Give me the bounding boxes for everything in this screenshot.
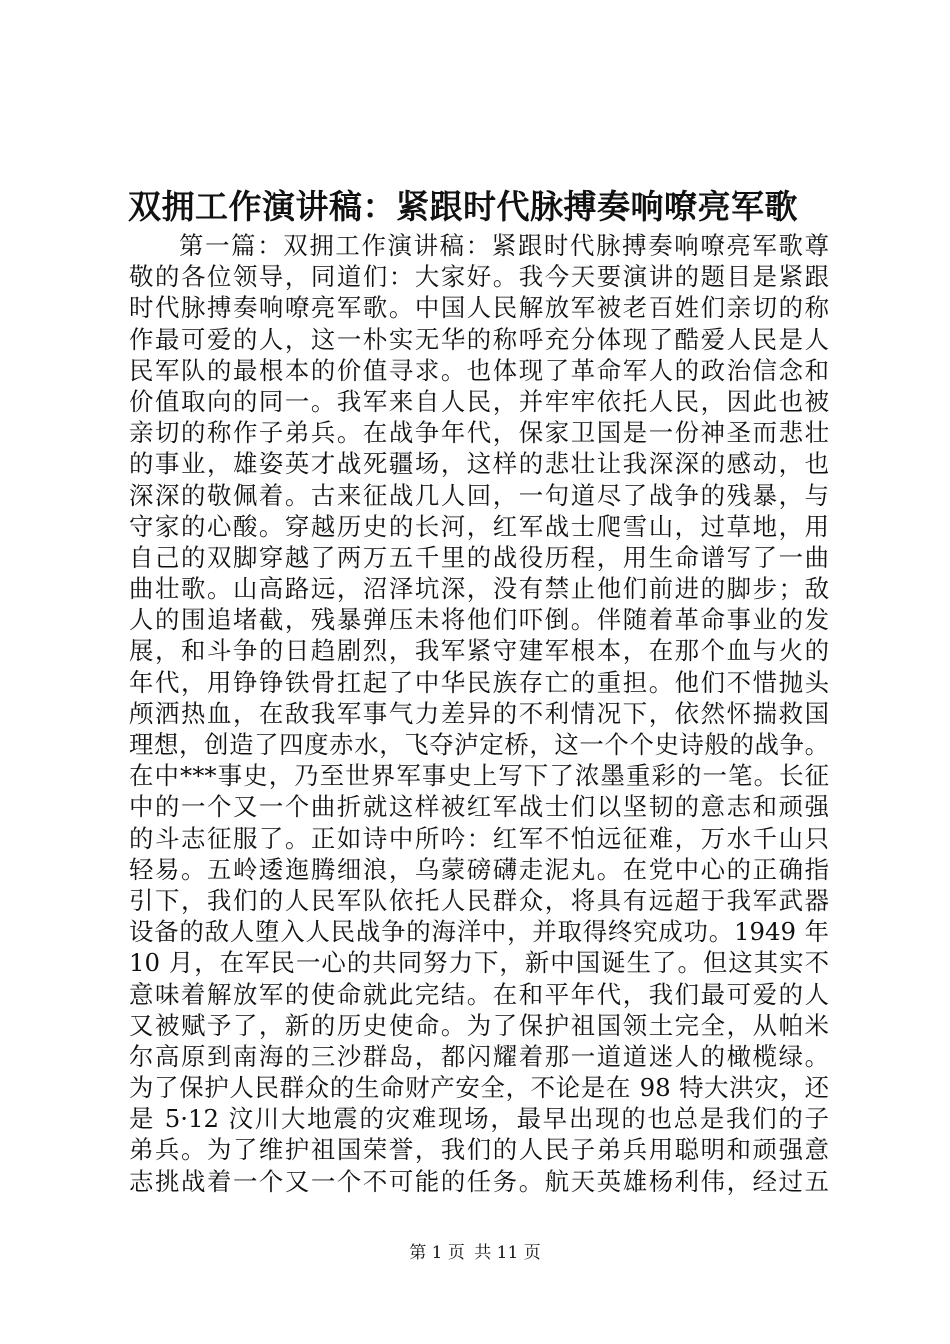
page-number: 第 1 页 [409,1243,465,1263]
body-line: 展，和斗争的日趋剧烈，我军紧守建军根本，在那个血与火的 [129,636,829,666]
body-line: 志挑战着一个又一个不可能的任务。航天英雄杨利伟，经过五 [129,1166,829,1196]
body-line: 自己的双脚穿越了两万五千里的战役历程，用生命谱写了一曲 [129,542,829,572]
body-line: 亲切的称作子弟兵。在战争年代，保家卫国是一份神圣而悲壮 [129,418,829,448]
body-line: 作最可爱的人，这一朴实无华的称呼充分体现了酷爱人民是人 [129,324,829,354]
body-line: 时代脉搏奏响嘹亮军歌。中国人民解放军被老百姓们亲切的称 [129,293,829,323]
body-line: 颅洒热血，在敌我军事气力差异的不利情况下，依然怀揣救国 [129,698,829,728]
body-line: 弟兵。为了维护祖国荣誉，我们的人民子弟兵用聪明和顽强意 [129,1135,829,1165]
body-line: 价值取向的同一。我军来自人民，并牢牢依托人民，因此也被 [129,386,829,416]
body-line: 敬的各位领导，同道们：大家好。我今天要演讲的题目是紧跟 [129,262,829,292]
body-line: 意味着解放军的使命就此完结。在和平年代，我们最可爱的人 [129,979,829,1009]
body-line: 引下，我们的人民军队依托人民群众，将具有远超于我军武器 [129,885,829,915]
body-line: 第一篇：双拥工作演讲稿：紧跟时代脉搏奏响嘹亮军歌尊 [179,231,829,260]
body-line: 的斗志征服了。正如诗中所吟：红军不怕远征难，万水千山只 [129,823,829,853]
body-line: 曲壮歌。山高路远，沼泽坑深，没有禁止他们前进的脚步；敌 [129,574,829,604]
body-line: 又被赋予了，新的历史使命。为了保护祖国领土完全，从帕米 [129,1010,829,1040]
body-line: 设备的敌人堕入人民战争的海洋中，并取得终究成功。1949 年 [129,917,829,947]
body-line: 守家的心酸。穿越历史的长河，红军战士爬雪山，过草地，用 [129,511,829,541]
body-line: 10 月，在军民一心的共同努力下，新中国诞生了。但这其实不 [129,948,829,978]
page-total: 共 11 页 [474,1243,541,1263]
page-footer [0,1240,950,1266]
body-line: 在中***事史，乃至世界军事史上写下了浓墨重彩的一笔。长征 [129,761,829,791]
body-line: 深深的敬佩着。古来征战几人回，一句道尽了战争的残暴，与 [129,480,829,510]
body-line: 人的围追堵截，残暴弹压未将他们吓倒。伴随着革命事业的发 [129,605,829,635]
document-body [129,230,829,1197]
body-line: 是 5·12 汶川大地震的灾难现场，最早出现的也总是我们的子 [129,1104,829,1134]
body-line: 为了保护人民群众的生命财产安全，不论是在 98 特大洪灾，还 [129,1073,829,1103]
body-line: 中的一个又一个曲折就这样被红军战士们以坚韧的意志和顽强 [129,792,829,822]
body-line: 理想，创造了四度赤水，飞夺泸定桥，这一个个史诗般的战争。 [129,730,829,759]
body-line: 的事业，雄姿英才战死疆场，这样的悲壮让我深深的感动，也 [129,449,829,479]
body-line: 轻易。五岭逶迤腾细浪，乌蒙磅礴走泥丸。在党中心的正确指 [129,854,829,884]
body-line: 尔高原到南海的三沙群岛，都闪耀着那一道道迷人的橄榄绿。 [129,1041,829,1071]
body-line: 年代，用铮铮铁骨扛起了中华民族存亡的重担。他们不惜抛头 [129,667,829,697]
body-line: 民军队的最根本的价值寻求。也体现了革命军人的政治信念和 [129,355,829,385]
document-title: 双拥工作演讲稿：紧跟时代脉搏奏响嘹亮军歌 [128,187,798,226]
